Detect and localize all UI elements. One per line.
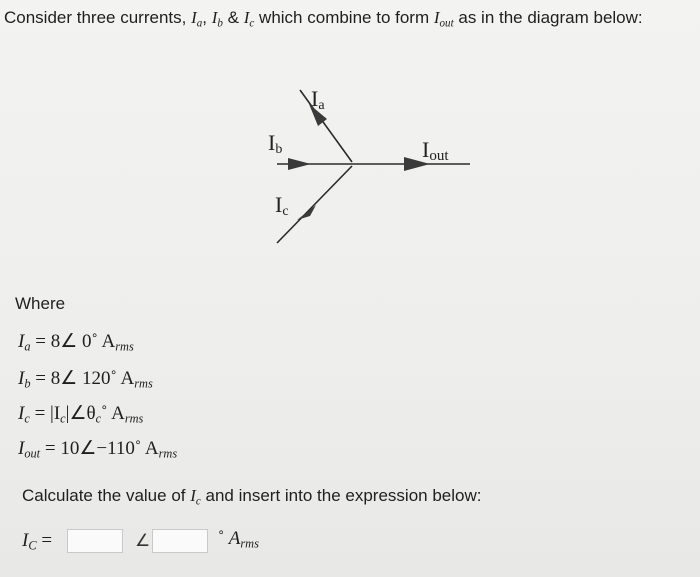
comma: ,	[202, 8, 212, 27]
eq-ic-rhs3: ˚ A	[101, 403, 125, 424]
eq-ib-var: $I_b$	[18, 368, 31, 391]
unit-amps: $A_{rms}$	[228, 528, 259, 551]
eq-iout-rhs: = 10∠−110˚ A	[40, 438, 159, 459]
var-iout: $I_{out}$	[433, 8, 454, 30]
label-ic: Ic	[275, 192, 289, 219]
eq-ib-unit-sub: rms	[134, 376, 153, 391]
angle-input[interactable]	[152, 529, 208, 553]
var-ib: $I_b$	[211, 8, 223, 30]
equation-ic	[18, 402, 143, 427]
eq-ia-rhs: = 8∠ 0˚ A	[30, 331, 116, 352]
question-prefix: Consider three currents,	[4, 8, 192, 27]
answer-equals: =	[36, 530, 53, 551]
eq-ic-rhs: = |I	[29, 403, 61, 424]
arrow-b	[288, 158, 311, 170]
label-iout: Iout	[422, 137, 449, 164]
answer-label	[22, 530, 52, 554]
eq-ic-rhs2-sub: c	[95, 411, 102, 426]
eq-ic-rhs2: |∠θ	[65, 403, 96, 424]
question-middle: which combine to form	[254, 8, 434, 27]
equation-iout	[18, 437, 177, 462]
var-ic: $I_c$	[243, 8, 255, 30]
equation-ia	[18, 330, 134, 355]
eq-ia-unit-sub: rms	[115, 339, 134, 354]
instruction-text	[22, 486, 481, 507]
equation-ib	[18, 367, 153, 392]
answer-unit	[218, 528, 259, 552]
label-ia: Ia	[311, 86, 325, 113]
magnitude-input[interactable]	[67, 529, 123, 553]
arrow-c	[297, 205, 316, 220]
instruction-prefix: Calculate the value of	[22, 486, 191, 505]
branch-a-line	[300, 90, 352, 162]
label-ib: Ib	[268, 130, 283, 157]
question-suffix: as in the diagram below:	[453, 8, 643, 27]
eq-ia-var: $I_a$	[18, 331, 31, 354]
instruction-suffix: and insert into the expression below:	[200, 486, 482, 505]
ampersand: &	[222, 8, 244, 27]
eq-ic-var: $I_c$	[18, 403, 30, 426]
eq-iout-var: $I_{out}$	[18, 438, 41, 461]
where-label: Where	[15, 294, 66, 313]
instruction-var-ic: $I_c$	[190, 486, 201, 508]
angle-symbol: ∠	[135, 531, 151, 551]
eq-iout-unit-sub: rms	[158, 446, 178, 461]
eq-ic-rhs-sub: c	[60, 411, 66, 426]
eq-ic-unit-sub: rms	[124, 411, 144, 426]
answer-var: $I_C$	[22, 530, 37, 553]
var-ia: $I_a$	[191, 8, 203, 30]
eq-ib-rhs: = 8∠ 120˚ A	[30, 368, 135, 389]
degree-symbol: ˚	[218, 528, 225, 549]
